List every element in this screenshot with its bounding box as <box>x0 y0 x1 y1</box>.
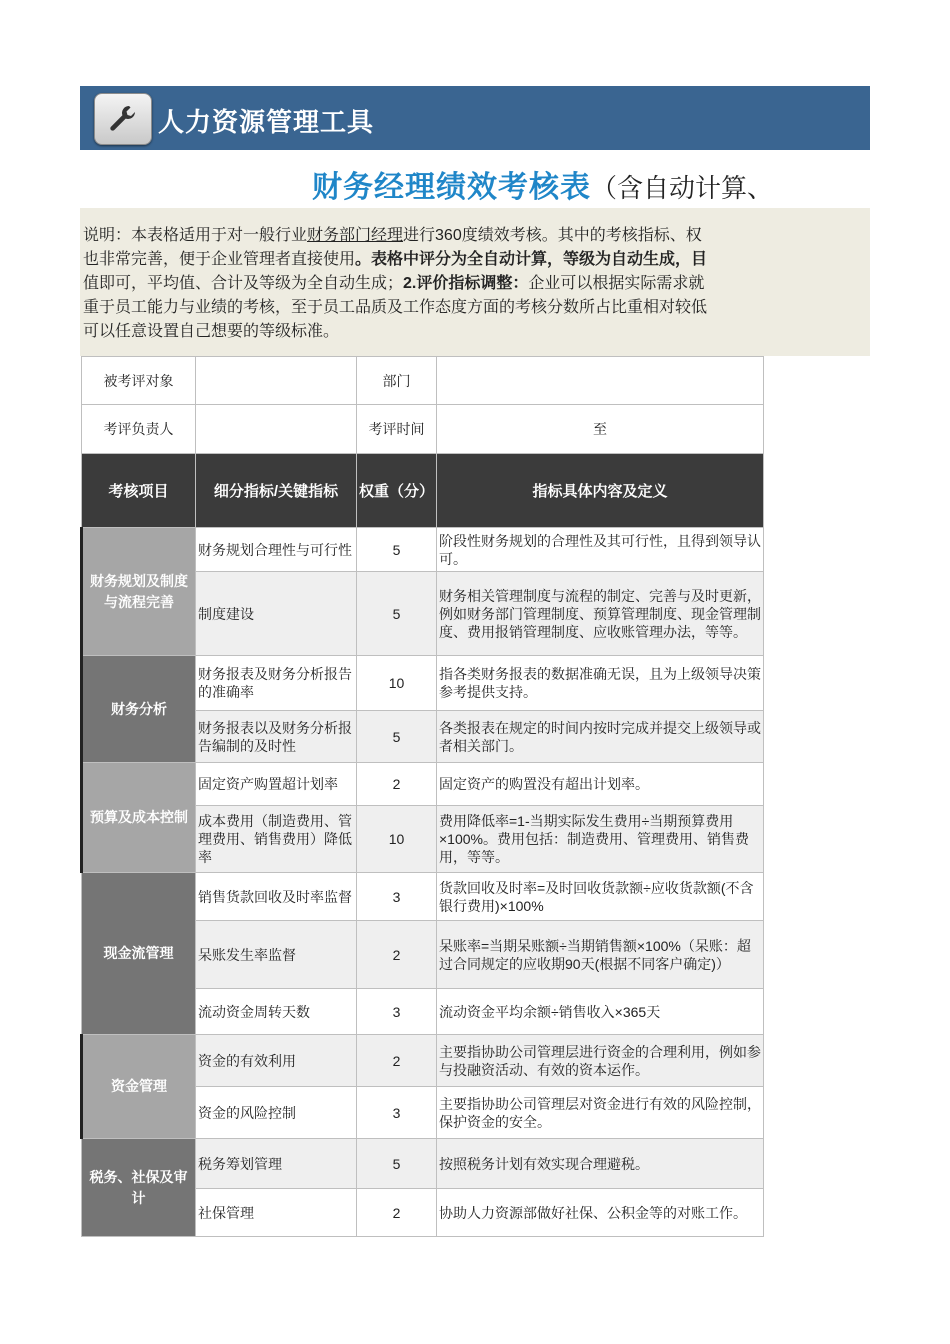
desc-line-4: 重于员工能力与业绩的考核，至于员工品质及工作态度方面的考核分数所占比重相对较低 <box>83 299 708 316</box>
category-cell: 现金流管理 <box>82 873 196 1035</box>
page-title <box>312 162 773 206</box>
desc-line-2: 也非常完善，便于企业管理者直接使用。表格中评分为全自动计算，等级为自动生成，目 <box>83 251 708 268</box>
definition-cell: 阶段性财务规划的合理性及其可行性，且得到领导认可。 <box>437 528 764 572</box>
dept-value-cell[interactable] <box>437 357 764 405</box>
description-box <box>80 208 870 356</box>
header-indicator: 细分指标/关键指标 <box>196 454 357 528</box>
weight-cell: 3 <box>357 873 437 921</box>
definition-cell: 按照税务计划有效实现合理避税。 <box>437 1139 764 1189</box>
header-definition: 指标具体内容及定义 <box>437 454 764 528</box>
time-label: 考评时间 <box>357 405 437 454</box>
category-cell: 财务分析 <box>82 656 196 763</box>
category-cell: 预算及成本控制 <box>82 763 196 873</box>
app-banner <box>80 86 870 150</box>
definition-cell: 流动资金平均余额÷销售收入×365天 <box>437 989 764 1035</box>
definition-cell: 各类报表在规定的时间内按时完成并提交上级领导或者相关部门。 <box>437 711 764 763</box>
definition-cell: 协助人力资源部做好社保、公积金等的对账工作。 <box>437 1189 764 1237</box>
indicator-cell: 制度建设 <box>196 572 357 656</box>
indicator-cell: 固定资产购置超计划率 <box>196 763 357 806</box>
weight-cell: 5 <box>357 1139 437 1189</box>
weight-cell: 2 <box>357 1035 437 1087</box>
weight-cell: 5 <box>357 572 437 656</box>
desc-line-1: 说明：本表格适用于对一般行业财务部门经理进行360度绩效考核。其中的考核指标、权 <box>83 227 702 244</box>
header-category: 考核项目 <box>82 454 196 528</box>
indicator-cell: 成本费用（制造费用、管理费用、销售费用）降低率 <box>196 806 357 873</box>
header-weight: 权重（分） <box>357 454 437 528</box>
indicator-cell: 财务报表以及财务分析报告编制的及时性 <box>196 711 357 763</box>
category-cell: 财务规划及制度与流程完善 <box>82 528 196 656</box>
indicator-cell: 财务报表及财务分析报告的准确率 <box>196 656 357 711</box>
category-cell: 税务、社保及审计 <box>82 1139 196 1237</box>
wrench-icon <box>94 93 152 145</box>
weight-cell: 5 <box>357 711 437 763</box>
weight-cell: 2 <box>357 763 437 806</box>
definition-cell: 呆账率=当期呆账额÷当期销售额×100%（呆账：超过合同规定的应收期90天(根据不同客户确定)） <box>437 921 764 989</box>
dept-label: 部门 <box>357 357 437 405</box>
definition-cell: 主要指协助公司管理层对资金进行有效的风险控制，保护资金的安全。 <box>437 1087 764 1139</box>
owner-label: 考评负责人 <box>82 405 196 454</box>
indicator-cell: 财务规划合理性与可行性 <box>196 528 357 572</box>
indicator-cell: 资金的风险控制 <box>196 1087 357 1139</box>
indicator-cell: 资金的有效利用 <box>196 1035 357 1087</box>
weight-cell: 2 <box>357 1189 437 1237</box>
owner-value-cell[interactable] <box>196 405 357 454</box>
indicator-cell: 销售货款回收及时率监督 <box>196 873 357 921</box>
indicator-cell: 呆账发生率监督 <box>196 921 357 989</box>
category-cell: 资金管理 <box>82 1035 196 1139</box>
definition-cell: 指各类财务报表的数据准确无误，且为上级领导决策参考提供支持。 <box>437 656 764 711</box>
evaluation-table <box>80 356 764 1237</box>
weight-cell: 3 <box>357 1087 437 1139</box>
definition-cell: 固定资产的购置没有超出计划率。 <box>437 763 764 806</box>
weight-cell: 10 <box>357 656 437 711</box>
weight-cell: 5 <box>357 528 437 572</box>
desc-line-3: 值即可，平均值、合计及等级为全自动生成；2.评价指标调整：企业可以根据实际需求就 <box>83 275 705 292</box>
definition-cell: 财务相关管理制度与流程的制定、完善与及时更新，例如财务部门管理制度、预算管理制度、现金管理制度、费用报销管理制度、应收账管理办法，等等。 <box>437 572 764 656</box>
weight-cell: 10 <box>357 806 437 873</box>
banner-title: 人力资源管理工具 <box>158 107 375 137</box>
desc-line-5: 可以任意设置自己想要的等级标准。 <box>83 323 340 340</box>
target-value-cell[interactable] <box>196 357 357 405</box>
definition-cell: 主要指协助公司管理层进行资金的合理利用，例如参与投融资活动、有效的资本运作。 <box>437 1035 764 1087</box>
title-sub: （含自动计算、 <box>591 173 774 203</box>
time-value-cell[interactable]: 至 <box>437 405 764 454</box>
target-label: 被考评对象 <box>82 357 196 405</box>
definition-cell: 货款回收及时率=及时回收货款额÷应收货款额(不含银行费用)×100% <box>437 873 764 921</box>
indicator-cell: 税务筹划管理 <box>196 1139 357 1189</box>
title-main: 财务经理绩效考核表 <box>312 171 591 204</box>
weight-cell: 3 <box>357 989 437 1035</box>
indicator-cell: 流动资金周转天数 <box>196 989 357 1035</box>
weight-cell: 2 <box>357 921 437 989</box>
indicator-cell: 社保管理 <box>196 1189 357 1237</box>
definition-cell: 费用降低率=1-当期实际发生费用÷当期预算费用×100%。费用包括：制造费用、管理费用、销售费用，等等。 <box>437 806 764 873</box>
